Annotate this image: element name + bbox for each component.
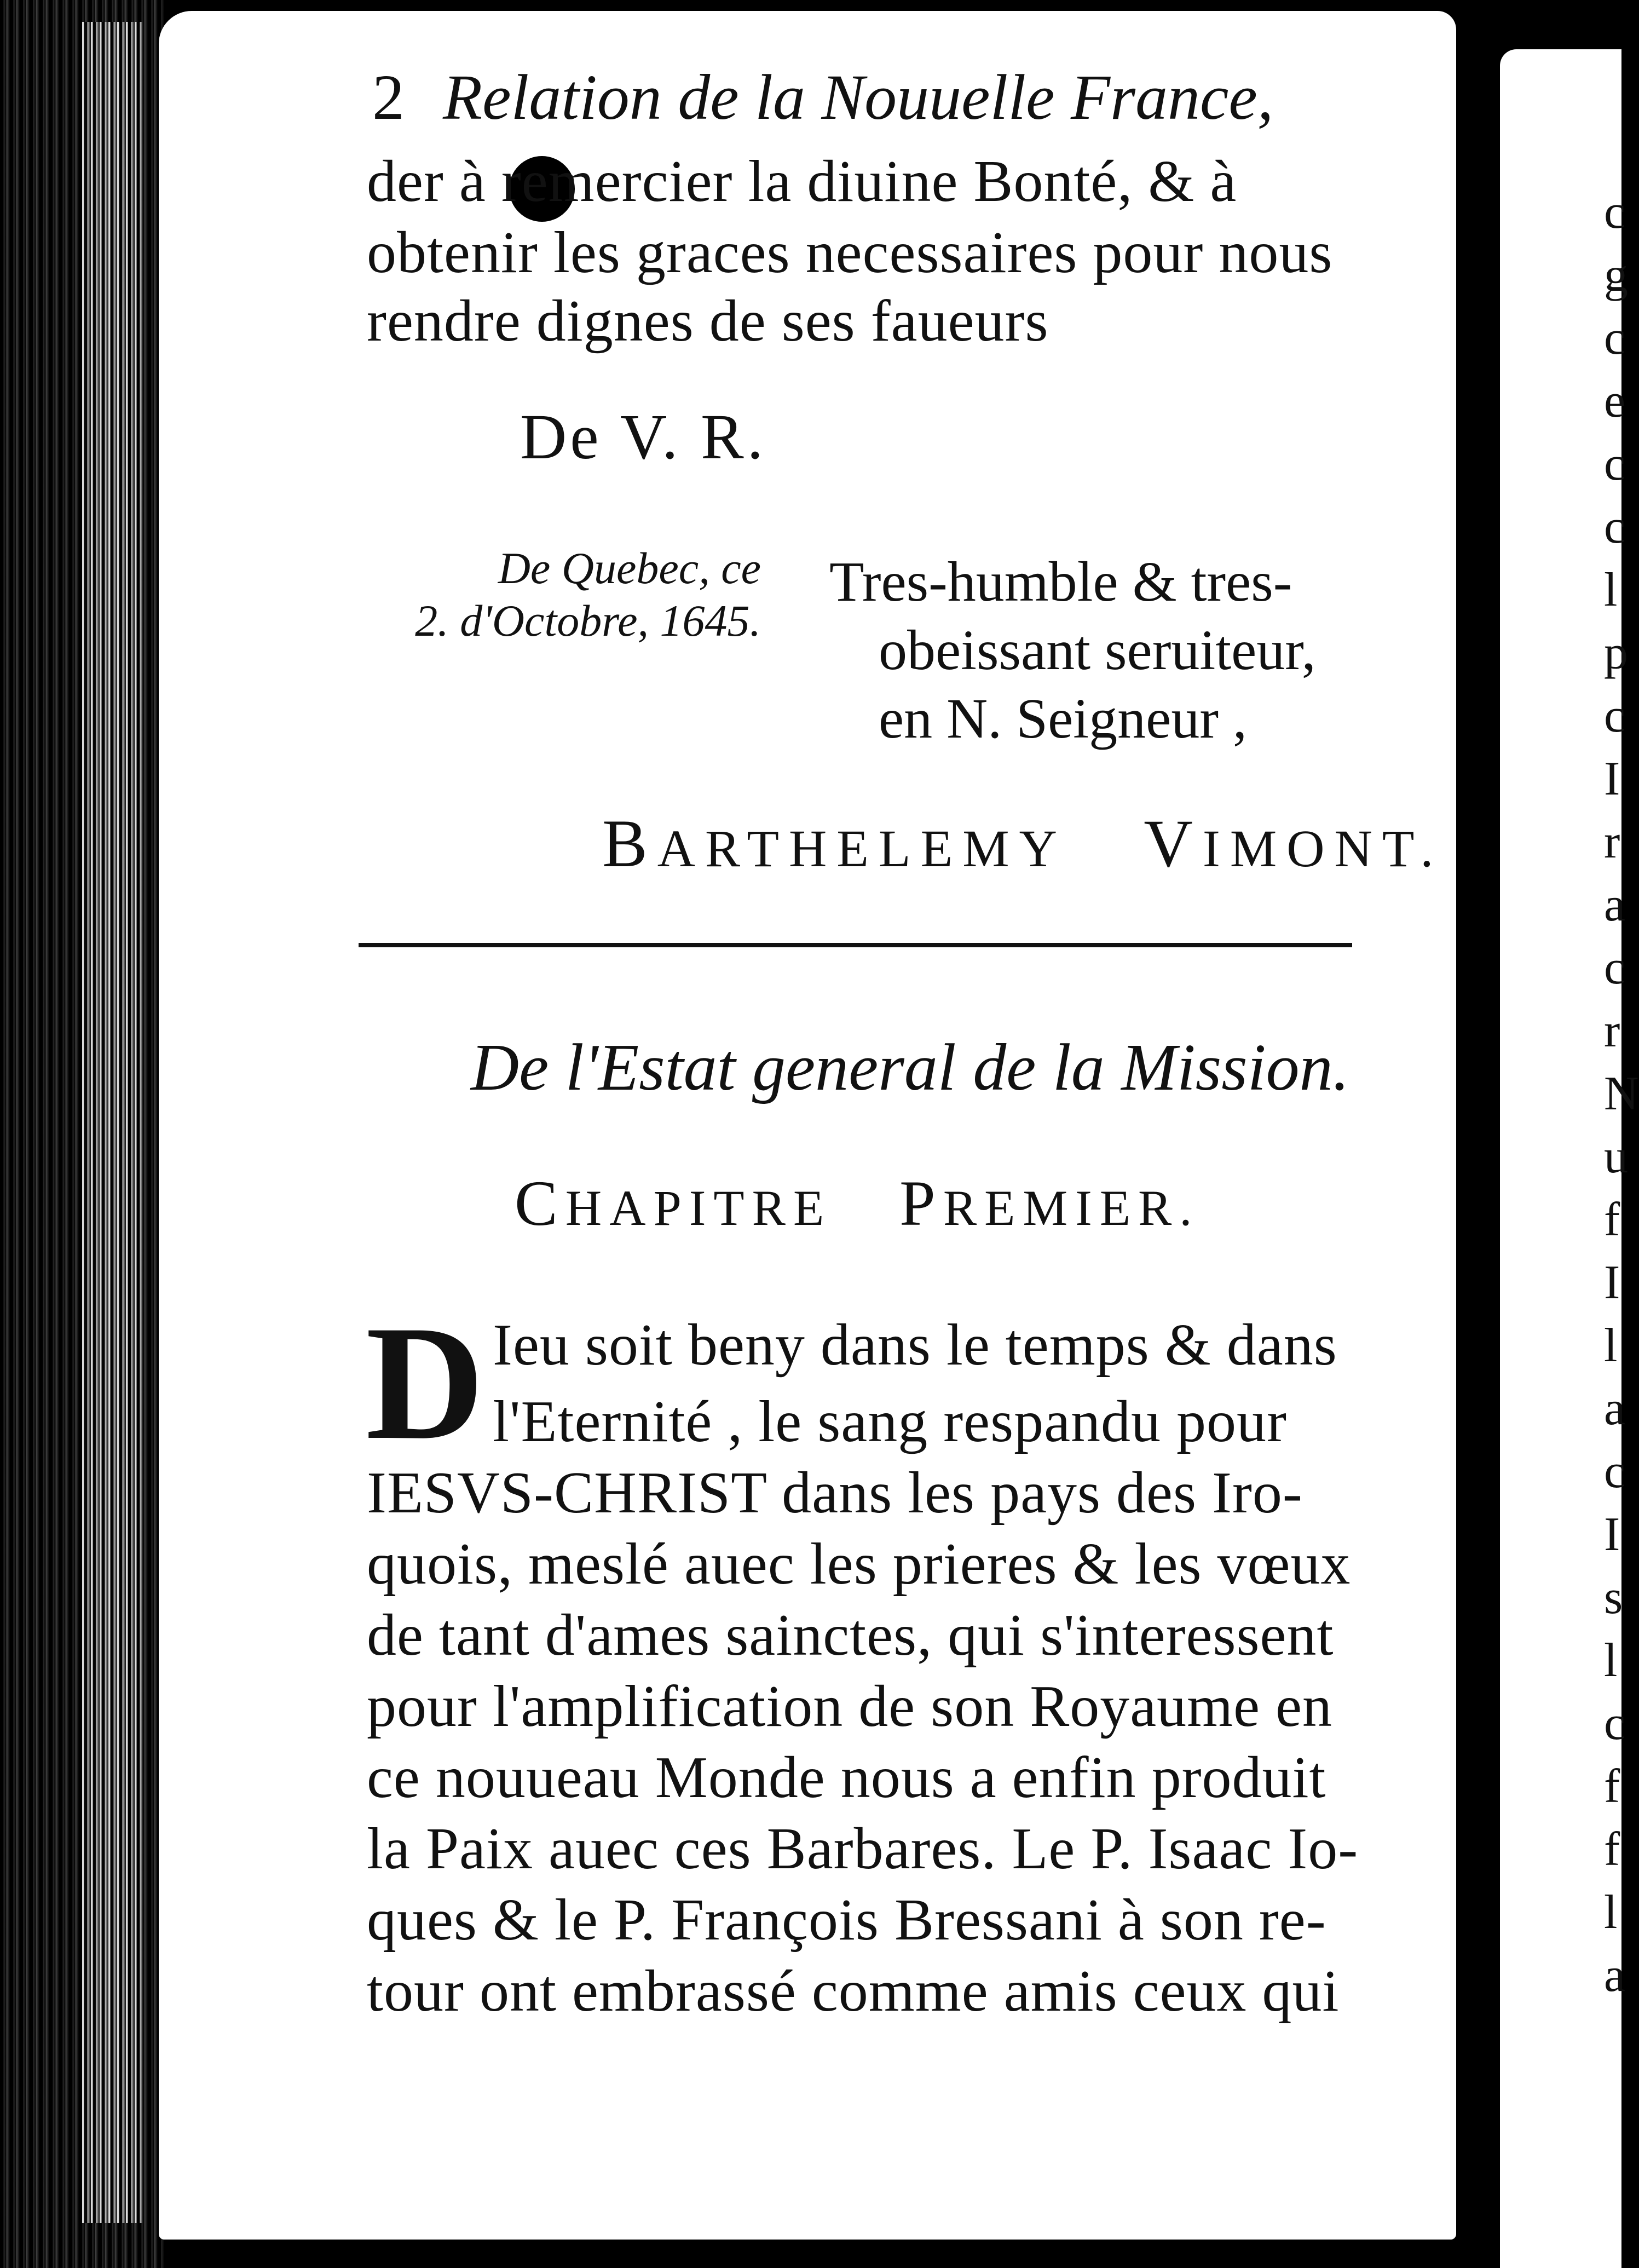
facing-page-letters: c g c e c c l p c I r a c r N u f I l a c I s l c f f l a <box>1604 186 1639 2002</box>
subscription-line-2: obeissant seruiteur, <box>879 619 1316 682</box>
paragraph-line-6: pour l'amplification de son Royaume en <box>367 1674 1333 1739</box>
facing-page-edge <box>1500 49 1621 2268</box>
paragraph-line-10: tour ont embrassé comme amis ceux qui <box>367 1959 1340 2024</box>
opening-line-3: rendre dignes de ses faueurs <box>367 289 1049 354</box>
chapter-number: CHAPITRE PREMIER. <box>515 1167 1200 1239</box>
subscription <box>829 548 1316 753</box>
paragraph-line-8: la Paix auec ces Barbares. Le P. Isaac Io- <box>367 1816 1359 1881</box>
running-head <box>372 60 1273 135</box>
paragraph-line-5: de tant d'ames sainctes, qui s'interessent <box>367 1603 1334 1668</box>
chapter-title: De l'Estat general de la Mission. <box>471 1031 1350 1104</box>
place-line: De Quebec, ce <box>498 543 761 593</box>
book-binding-texture <box>82 22 142 2223</box>
place-and-date <box>378 542 761 647</box>
opening-line-2: obtenir les graces necessaires pour nous <box>367 220 1333 285</box>
running-head-title: Relation de la Nouuelle France, <box>443 61 1274 133</box>
date-line: 2. d'Octobre, 1645. <box>415 596 761 646</box>
closing-salutation: De V. R. <box>520 401 767 473</box>
subscription-line-3: en N. Seigneur , <box>879 687 1247 750</box>
paragraph-line-9: ques & le P. François Bressani à son re- <box>367 1887 1326 1953</box>
paragraph-line-7: ce nouueau Monde nous a enfin produit <box>367 1745 1326 1810</box>
paragraph-line-3: IESVS-CHRIST dans les pays des Iro- <box>367 1460 1303 1526</box>
drop-cap: D <box>366 1292 484 1473</box>
subscription-line-1: Tres-humble & tres- <box>829 550 1292 613</box>
paragraph-line-4: quois, meslé auec les prieres & les vœux <box>367 1532 1351 1597</box>
paragraph-line-2: l'Eternité , le sang respandu pour <box>493 1389 1288 1454</box>
signature: BARTHELEMY VIMONT. <box>602 806 1444 881</box>
page-number: 2 <box>372 61 405 133</box>
paragraph-line-1: Ieu soit beny dans le temps & dans <box>493 1313 1337 1378</box>
section-rule <box>359 943 1352 947</box>
opening-line-1: der à remercier la diuine Bonté, & à <box>367 149 1237 214</box>
